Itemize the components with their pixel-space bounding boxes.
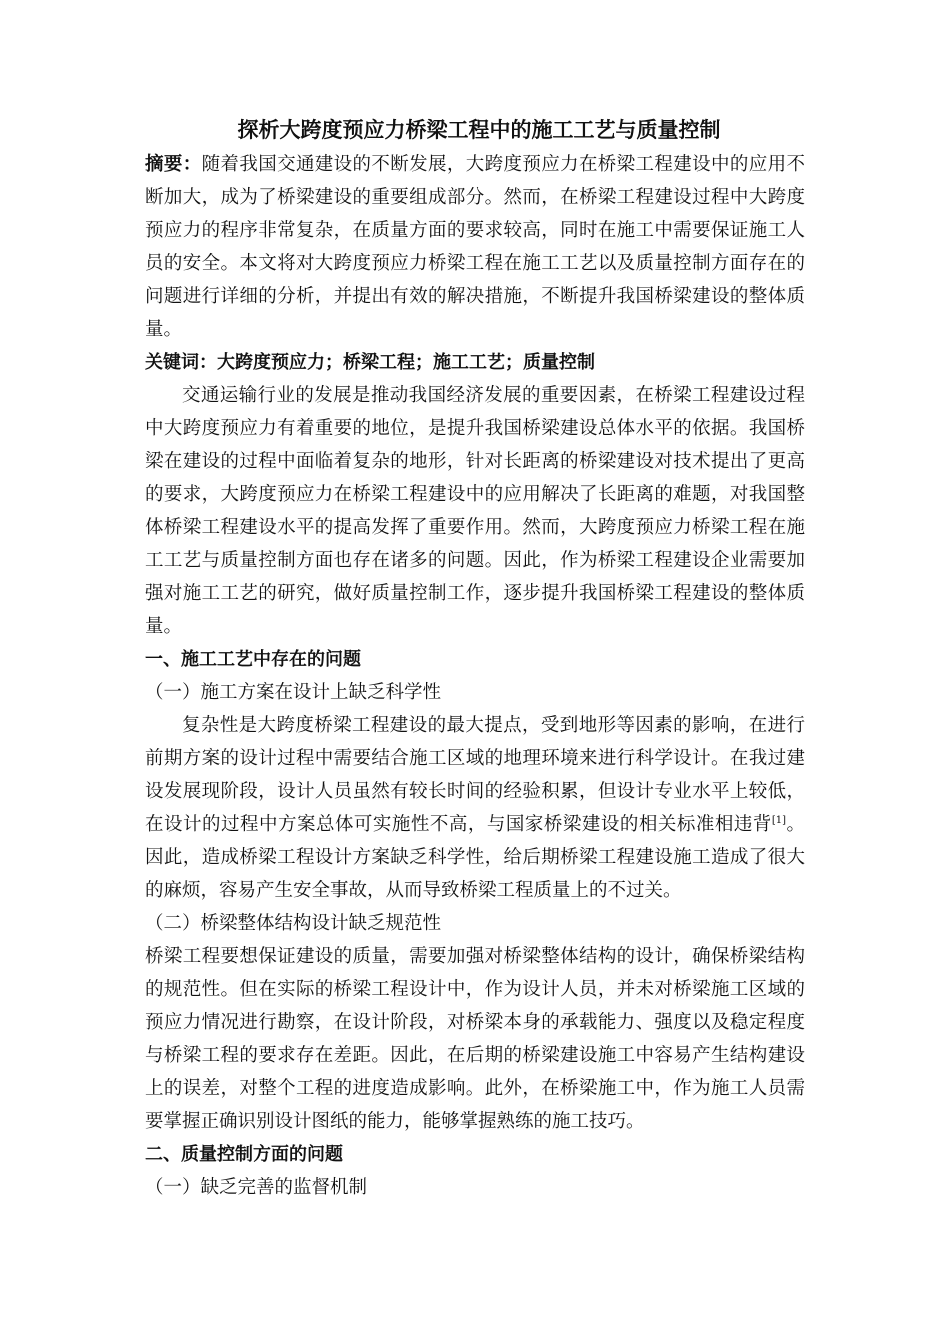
section-1-sub-1-heading: （一）施工方案在设计上缺乏科学性 [145, 682, 442, 703]
section-1-sub-1-text-before: 复杂性是大跨度桥梁工程建设的最大提点，受到地形等因素的影响，在进行前期方案的设计过程中需要结合施工区域的地理环境来进行科学设计。在我过建设发展现阶段，设计人员虽然有较长时间的经验积累，但设计专业水平上较低，在设计的过程中方案总体可实施性不高，与国家桥梁建设的相关标准相违背 [145, 715, 805, 835]
document-title: 探析大跨度预应力桥梁工程中的施工工艺与质量控制 [237, 118, 721, 142]
section-1-sub-2-paragraph: 桥梁工程要想保证建设的质量，需要加强对桥梁整体结构的设计，确保桥梁结构的规范性。但在实际的桥梁工程设计中，作为设计人员，并未对桥梁施工区域的预应力情况进行勘察，在设计阶段，对桥梁本身的承载能力、强度以及稳定程度与桥梁工程的要求存在差距。因此，在后期的桥梁建设施工中容易产生结构建设上的误差，对整个工程的进度造成影响。此外，在桥梁施工中，作为施工人员需要掌握正确识别设计图纸的能力，能够掌握熟练的施工技巧。 [145, 946, 805, 1132]
section-2-heading: 二、质量控制方面的问题 [145, 1144, 343, 1165]
section-2-sub-1-heading: （一）缺乏完善的监督机制 [145, 1177, 368, 1198]
keywords-paragraph [145, 346, 805, 379]
section-1-sub-1-paragraph [145, 709, 805, 907]
abstract-text: 随着我国交通建设的不断发展，大跨度预应力在桥梁工程建设中的应用不断加大，成为了桥梁建设的重要组成部分。然而，在桥梁工程建设过程中大跨度预应力的程序非常复杂，在质量方面的要求较高，同时在施工中需要保证施工人员的安全。本文将对大跨度预应力桥梁工程在施工工艺以及质量控制方面存在的问题进行详细的分析，并提出有效的解决措施，不断提升我国桥梁建设的整体质量。 [145, 154, 805, 340]
citation-marker: [1] [771, 814, 786, 826]
section-1-sub-2-heading: （二）桥梁整体结构设计缺乏规范性 [145, 913, 442, 934]
document-page [145, 112, 805, 1204]
keywords-text: 大跨度预应力；桥梁工程；施工工艺；质量控制 [217, 352, 595, 373]
intro-paragraph: 交通运输行业的发展是推动我国经济发展的重要因素，在桥梁工程建设过程中大跨度预应力有着重要的地位，是提升我国桥梁建设总体水平的依据。我国桥梁在建设的过程中面临着复杂的地形，针对长距离的桥梁建设对技术提出了更高的要求，大跨度预应力在桥梁工程建设中的应用解决了长距离的难题，对我国整体桥梁工程建设水平的提高发挥了重要作用。然而，大跨度预应力桥梁工程在施工工艺与质量控制方面也存在诸多的问题。因此，作为桥梁工程建设企业需要加强对施工工艺的研究，做好质量控制工作，逐步提升我国桥梁工程建设的整体质量。 [145, 385, 805, 637]
abstract-paragraph [145, 148, 805, 346]
abstract-label: 摘要： [145, 154, 202, 175]
section-1-heading: 一、施工工艺中存在的问题 [145, 649, 361, 670]
keywords-label: 关键词： [145, 352, 217, 373]
section-1-sub-1-text-after: 。因此，造成桥梁工程设计方案缺乏科学性，给后期桥梁工程建设施工造成了很大的麻烦，容易产生安全事故，从而导致桥梁工程质量上的不过关。 [145, 814, 805, 901]
